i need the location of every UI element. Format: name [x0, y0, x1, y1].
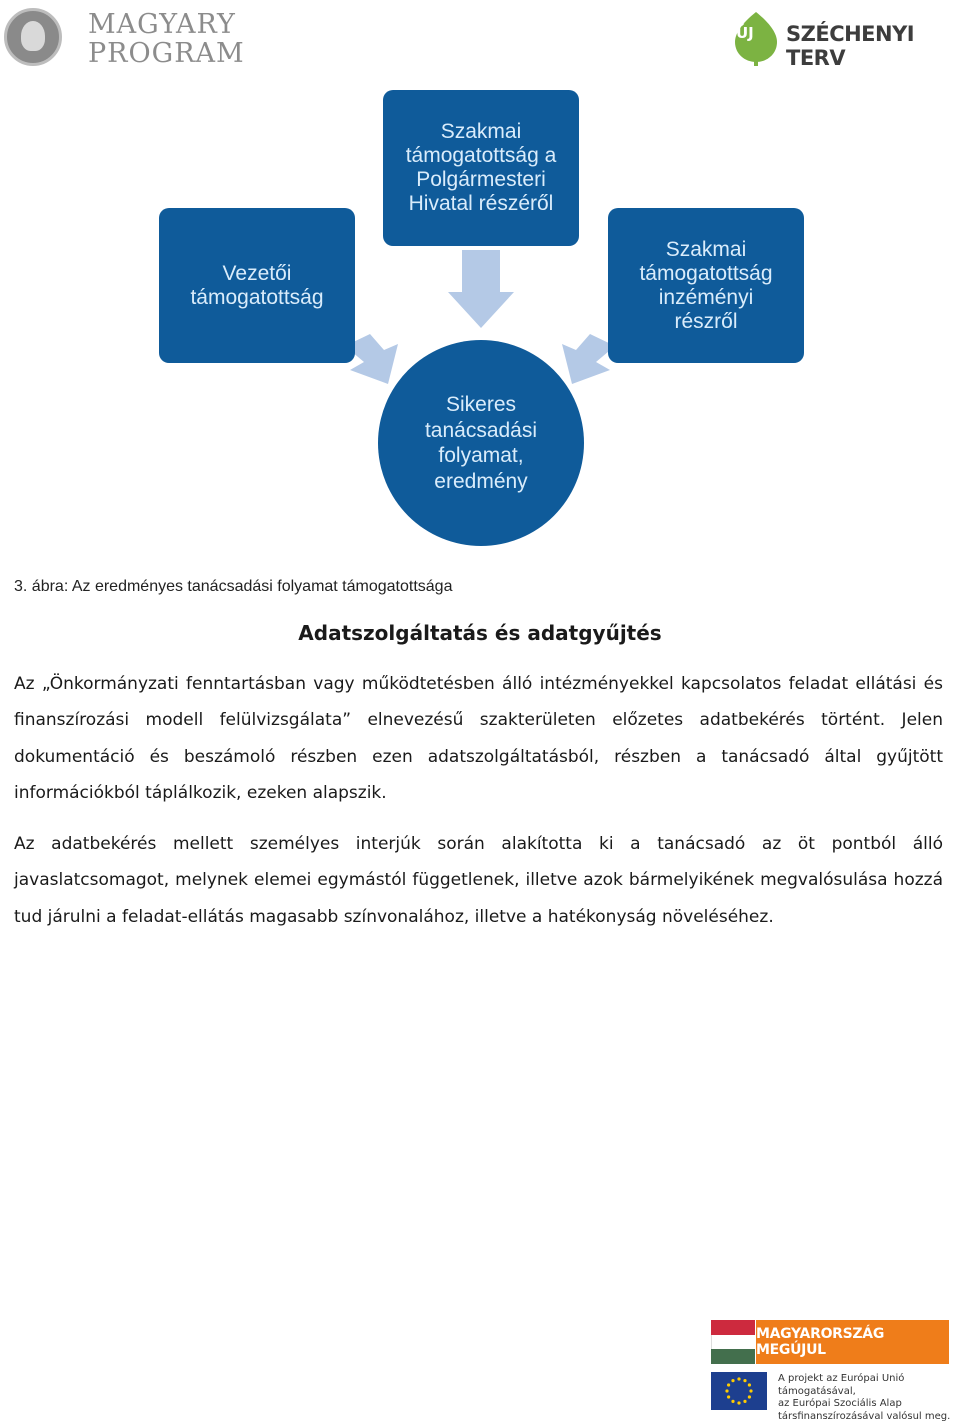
eu-flag-icon [711, 1372, 767, 1410]
szechenyi-terv-logo-text: SZÉCHENYI TERV [786, 22, 915, 70]
uj-badge: ÚJ [736, 24, 754, 42]
top-box-polgarmesteri-hivatal: Szakmai támogatottság a Polgármesteri Hivatal részéről [383, 90, 579, 246]
magyary-program-logo-text: MAGYARY PROGRAM [88, 9, 245, 69]
section-title: Adatszolgáltatás és adatgyűjtés [298, 621, 662, 645]
magyarorszag-megujul-banner: MAGYARORSZÁG MEGÚJUL [756, 1320, 949, 1364]
right-box-intezmenyi-tamogatottsag: Szakmai támogatottság inzéményi részről [608, 208, 804, 363]
figure-caption: 3. ábra: Az eredményes tanácsadási folyamat támogatottsága [14, 578, 453, 595]
eu-funding-notice: A projekt az Európai Unió támogatásával, az Európai Szociális Alap társfinanszírozásával valósul meg. [778, 1373, 951, 1422]
down-arrow-icon [448, 250, 514, 328]
hungarian-flag-icon [711, 1320, 755, 1364]
paragraph-2: Az adatbekérés mellett személyes interjúk során alakította ki a tanácsadó az öt pontból álló javaslatcsomagot, melynek elemei egymástól függetlenek, illetve azok bármelyikének megvalósulása hozzá tud járulni a feladat-ellátás magasabb színvonalához, illetve a hatékonyság növeléséhez. [14, 834, 943, 927]
left-box-vezetoi-tamogatottsag: Vezetői támogatottság [159, 208, 355, 363]
paragraph-1: Az „Önkormányzati fenntartásban vagy működtetésben álló intézményekkel kapcsolatos feladat ellátási és finanszírozási modell felülvizsgálata” elnevezésű szakterületen előzetes adatbekérés történt. Jelen dokumentáció és beszámoló részben ezen adatszolgáltatásból, részben a tanácsadó által gyűjtött információkból táplálkozik, ezeken alapszik. [14, 674, 943, 803]
center-circle-sikeres-folyamat: Sikeres tanácsadási folyamat, eredmény [378, 340, 584, 546]
